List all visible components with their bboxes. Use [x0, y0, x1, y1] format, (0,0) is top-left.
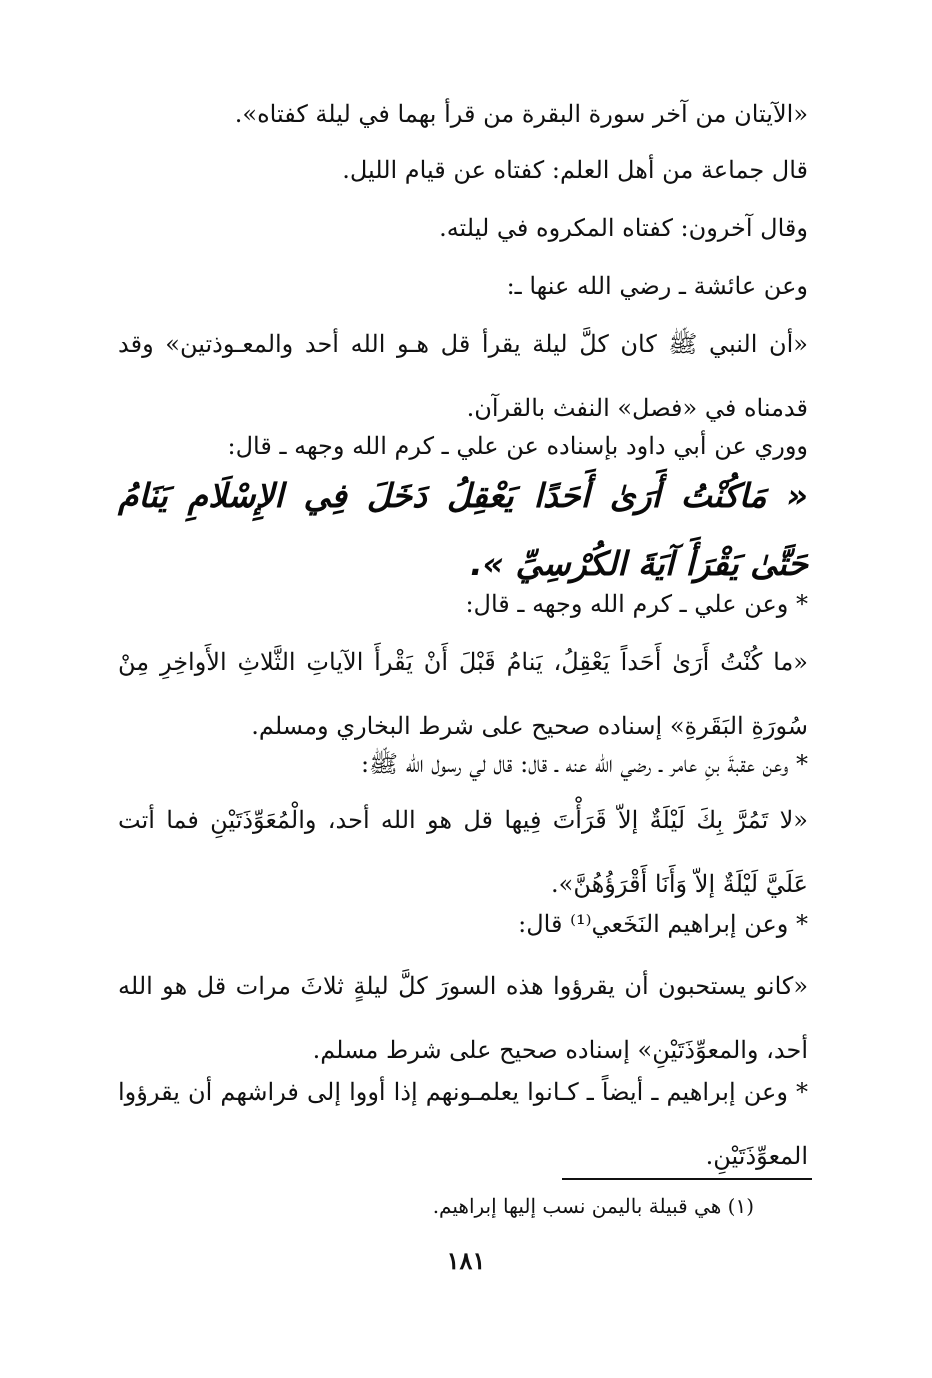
paragraph-scholars-opinion: قال جماعة من أهل العلم: كفتاه عن قيام الليل.	[342, 156, 808, 184]
paragraph-aisha-intro: وعن عائشة ـ رضي الله عنها ـ:	[506, 272, 808, 300]
paragraph-others-opinion: وقال آخرون: كفتاه المكروه في ليلته.	[439, 214, 808, 242]
paragraph-ali-hadith: «ما كُنْتُ أَرَىٰ أَحَداً يَعْقِلُ، يَنامُ قَبْلَ أَنْ يَقْرأَ الآياتِ الثَّلاثِ الأَواخِرِ مِنْ سُورَةِ البَقَرةِ» إسناده صحيح على شرط البخاري ومسلم.	[118, 648, 808, 740]
footnote-separator	[562, 1178, 812, 1180]
paragraph-nakhai-report: «كانو يستحبون أن يقرؤوا هذه السورَ كلَّ ليلةٍ ثلاثَ مرات قل هو الله أحد، والمعوِّذَتَيْنِ» إسناده صحيح على شرط مسلم.	[118, 972, 808, 1064]
paragraph-ibrahim-report: * وعن إبراهيم ـ أيضاً ـ كـانوا يعلمـونهم إذا أووا إلى فراشهم أن يقرؤوا المعوِّذَتَيْنِ.	[118, 1078, 808, 1170]
paragraph-uqba-intro: * وعن عقبةَ بنِ عامر ـ رضي الله عنه ـ قال: قال لي رسول الله ﷺ:	[360, 750, 808, 778]
paragraph-aisha-hadith: «أن النبي ﷺ كان كلَّ ليلة يقرأ قل هـو الله أحد والمعـوذتين» وقد قدمناه في «فصل» النفث بالقرآن.	[118, 330, 808, 422]
quote-ayat-al-kursi: « مَاكُنْتُ أَرَىٰ أَحَدًا يَعْقِلُ دَخَلَ فِي الإِسْلَامِ يَنَامُ حَتَّىٰ يَقْرَأَ آيَةَ الكُرْسِيِّ ».	[118, 476, 808, 583]
paragraph-ali-intro: * وعن علي ـ كرم الله وجهه ـ قال:	[465, 590, 808, 618]
page-number: ١٨١	[446, 1246, 486, 1275]
paragraph-abu-dawud-intro: ووري عن أبي داود بإسناده عن علي ـ كرم الله وجهه ـ قال:	[227, 432, 808, 460]
paragraph-two-verses: «الآيتان من آخر سورة البقرة من قرأ بهما في ليلة كفتاه».	[234, 100, 808, 128]
paragraph-nakhai-intro: * وعن إبراهيم النَخَعي⁽¹⁾ قال:	[518, 910, 808, 938]
paragraph-uqba-hadith: «لا تَمُرَّ بِكَ لَيْلَةٌ إلاّ قَرَأْتَ فِيها قل هو الله أحد، والْمُعَوِّذَتَيْنِ فما أتت عَلَيَّ لَيْلَةٌ إلاّ وَأَنَا أَقْرَؤُهُنَّ».	[118, 806, 808, 898]
footnote: (١) هي قبيلة باليمن نسب إليها إبراهيم.	[432, 1194, 754, 1218]
